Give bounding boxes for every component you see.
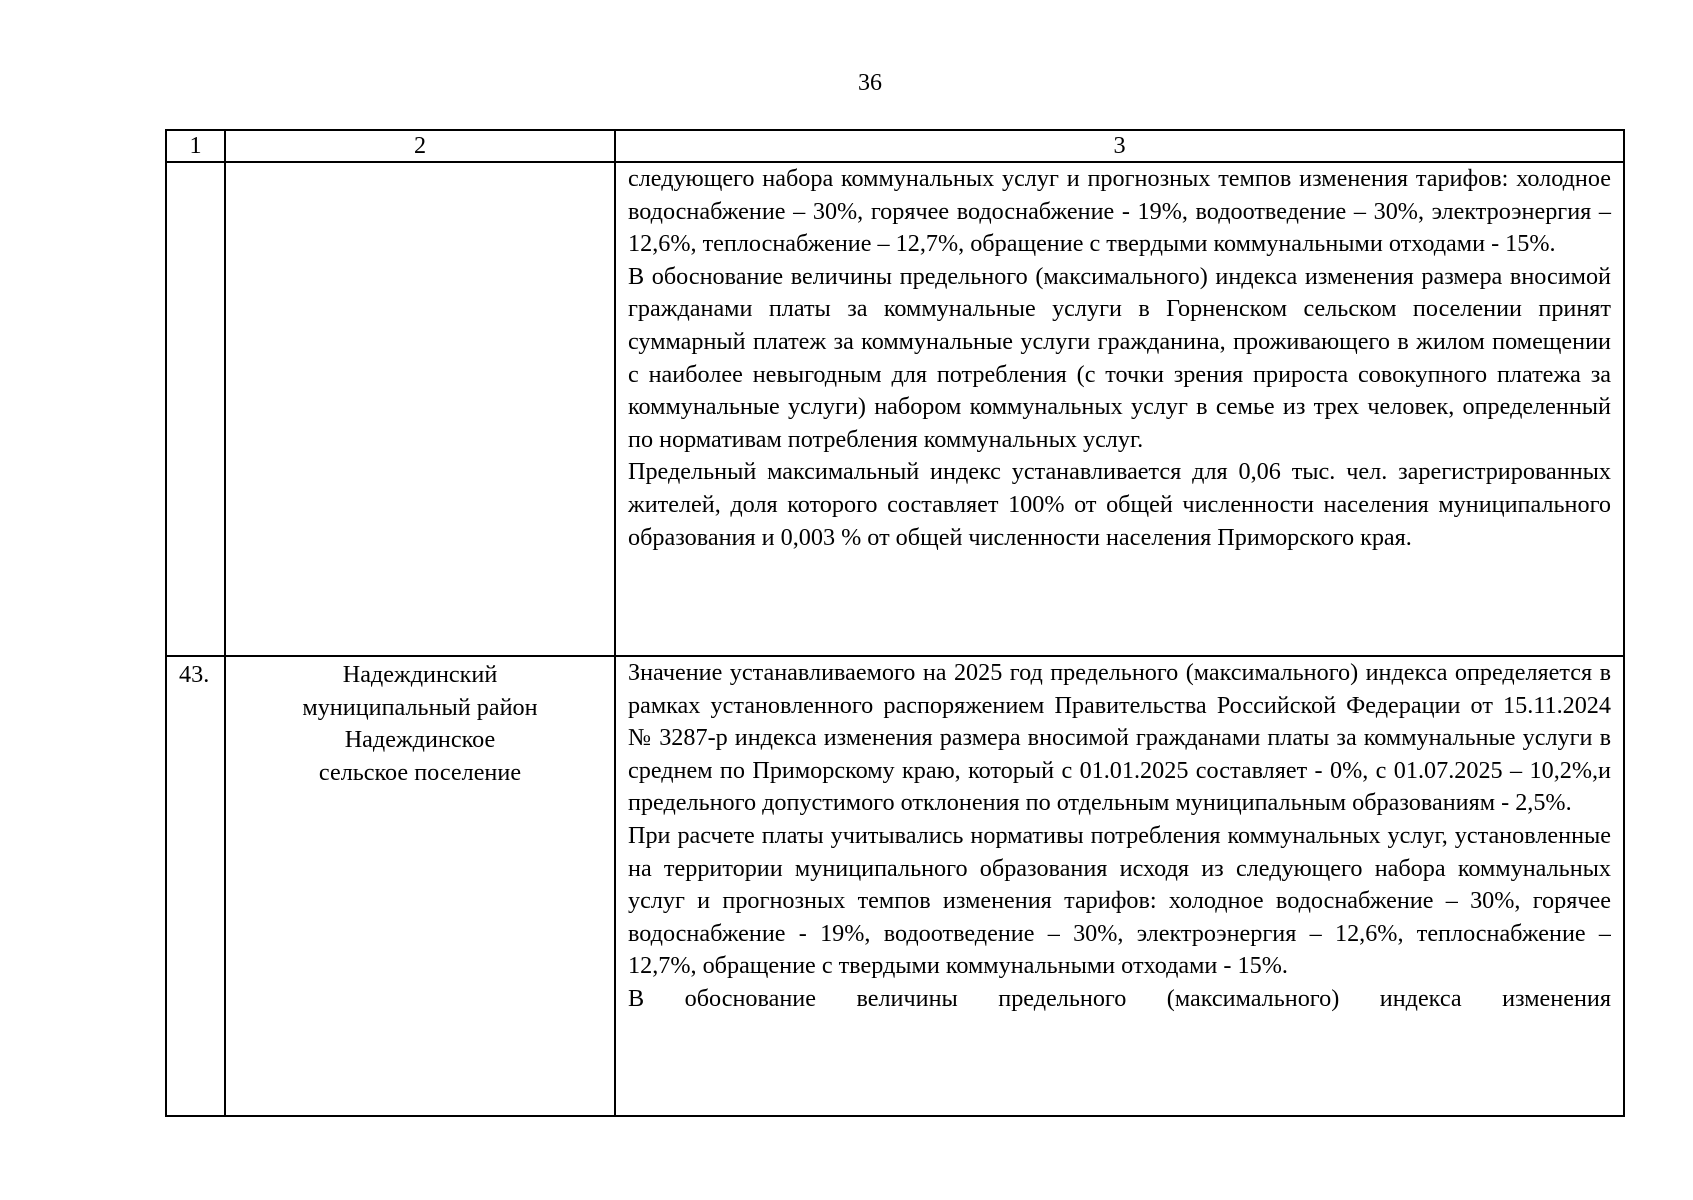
header-col-2: 2 <box>225 130 615 162</box>
row-number <box>166 162 225 656</box>
description-paragraph: При расчете платы учитывались нормативы потребления коммунальных услуг, установленные на территории муниципального образования исходя из следующего набора коммунальных услуг и прогнозных темпов изменения тарифов: холодное водоснабжение – 30%, горячее водоснабжение - 19%, водоотведение – 30%, электроэнергия – 12,6%, теплоснабжение – 12,7%, обращение с твердыми коммунальными отходами - 15%. <box>628 821 1611 980</box>
table-header-row <box>166 130 1624 162</box>
description-paragraph: Значение устанавливаемого на 2025 год предельного (максимального) индекса определяется в рамках установленного распоряжением Правительства Российской Федерации от 15.11.2024 № 3287-р индекса изменения размера вносимой гражданами платы за коммунальные услуги в среднем по Приморскому краю, который с 01.01.2025 составляет - 0%, с 01.07.2025 – 10,2%,и предельного допустимого отклонения по отдельным муниципальным образованиям - 2,5%. <box>628 659 1611 817</box>
table-row <box>166 656 1624 1116</box>
table-row <box>166 162 1624 656</box>
page-number: 36 <box>858 70 882 96</box>
municipality-name <box>225 162 615 656</box>
tariff-index-table <box>165 129 1625 1117</box>
row-number: 43. <box>166 656 225 1116</box>
municipality-name <box>225 656 615 1116</box>
row-description <box>615 656 1624 1116</box>
municipality-name-line: Надеждинский <box>342 661 498 688</box>
municipality-name-line: Надеждинское <box>344 726 496 754</box>
description-paragraph: Предельный максимальный индекс устанавливается для 0,06 тыс. чел. зарегистрированных жителей, доля которого составляет 100% от общей численности населения муниципального образования и 0,003 % от общей численности населения Приморского края. <box>628 458 1611 551</box>
description-paragraph: В обоснование величины предельного (максимального) индекса изменения размера вносимой гражданами платы за коммунальные услуги в Горненском сельском поселении принят суммарный платеж за коммунальные услуги гражданина, проживающего в жилом помещении с наиболее невыгодным для потребления (с точки зрения прироста совокупного платежа за коммунальные услуги) набором коммунальных услуг в семье из трех человек, определенный по нормативам потребления коммунальных услуг. <box>628 262 1611 453</box>
row-description <box>615 162 1624 656</box>
municipality-name-line: муниципальный район <box>302 693 538 721</box>
description-paragraph: В обоснование величины предельного (максимального) индекса изменения <box>628 984 1611 1012</box>
description-paragraph: следующего набора коммунальных услуг и прогнозных темпов изменения тарифов: холодное водоснабжение – 30%, горячее водоснабжение - 19%, водоотведение – 30%, электроэнергия – 12,6%, теплоснабжение – 12,7%, обращение с твердыми коммунальными отходами - 15%. <box>628 165 1611 258</box>
municipality-name-line: сельское поселение <box>318 758 522 786</box>
header-col-3: 3 <box>615 130 1624 162</box>
header-col-1: 1 <box>166 130 225 162</box>
